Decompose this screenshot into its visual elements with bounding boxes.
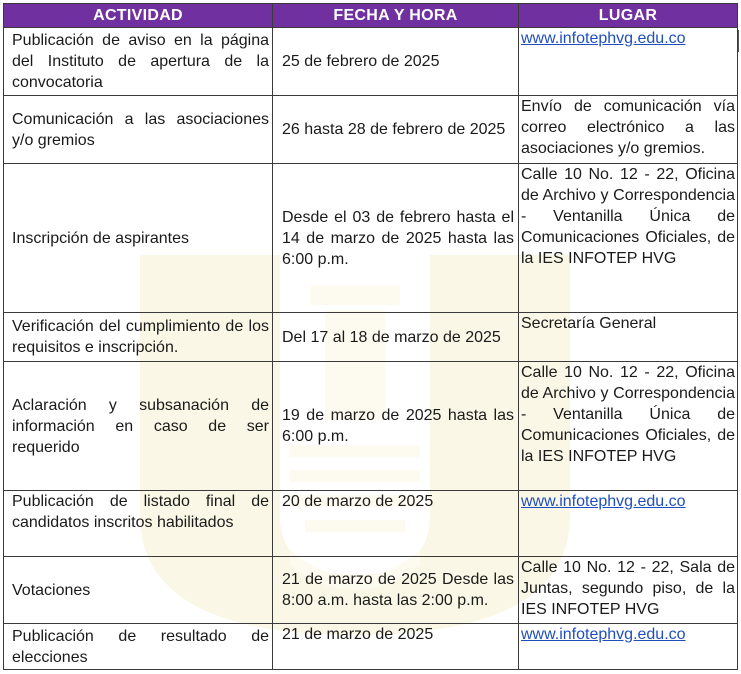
actividad-cell: Publicación de listado final de candidatos inscritos habilitados	[4, 491, 273, 557]
fecha-cell: 26 hasta 28 de febrero de 2025	[273, 96, 519, 164]
lugar-cell: Calle 10 No. 12 - 22, Sala de Juntas, segundo piso, de la IES INFOTEP HVG	[519, 557, 738, 624]
table-row	[4, 557, 738, 624]
table-row	[4, 362, 738, 491]
actividad-cell: Aclaración y subsanación de información en caso de ser requerido	[4, 362, 273, 491]
lugar-cell	[519, 28, 738, 96]
schedule-table	[3, 3, 738, 670]
header-lugar: LUGAR	[519, 4, 738, 28]
table-row	[4, 164, 738, 313]
table-row	[4, 491, 738, 557]
table-row	[4, 624, 738, 670]
actividad-cell: Verificación del cumplimiento de los requisitos e inscripción.	[4, 313, 273, 362]
table-row	[4, 313, 738, 362]
table-row	[4, 96, 738, 164]
fecha-cell: 21 de marzo de 2025 Desde las 8:00 a.m. hasta las 2:00 p.m.	[273, 557, 519, 624]
lugar-cell: Calle 10 No. 12 - 22, Oficina de Archivo y Correspondencia - Ventanilla Única de Comunicaciones Oficiales, de la IES INFOTEP HVG	[519, 164, 738, 313]
header-actividad: ACTIVIDAD	[4, 4, 273, 28]
fecha-cell: 21 de marzo de 2025	[273, 624, 519, 670]
lugar-link[interactable]: www.infotephvg.edu.co	[521, 30, 686, 47]
fecha-cell: 25 de febrero de 2025	[273, 28, 519, 96]
edge-marker	[738, 30, 739, 52]
lugar-link[interactable]: www.infotephvg.edu.co	[521, 626, 686, 643]
lugar-cell	[519, 491, 738, 557]
fecha-cell: 20 de marzo de 2025	[273, 491, 519, 557]
table-row	[4, 28, 738, 96]
fecha-cell: Del 17 al 18 de marzo de 2025	[273, 313, 519, 362]
actividad-cell: Votaciones	[4, 557, 273, 624]
fecha-cell: Desde el 03 de febrero hasta el 14 de marzo de 2025 hasta las 6:00 p.m.	[273, 164, 519, 313]
header-fecha: FECHA Y HORA	[273, 4, 519, 28]
actividad-cell: Inscripción de aspirantes	[4, 164, 273, 313]
fecha-cell: 19 de marzo de 2025 hasta las 6:00 p.m.	[273, 362, 519, 491]
actividad-cell: Publicación de aviso en la página del Instituto de apertura de la convocatoria	[4, 28, 273, 96]
lugar-cell: Secretaría General	[519, 313, 738, 362]
header-row	[4, 4, 738, 28]
lugar-link[interactable]: www.infotephvg.edu.co	[521, 493, 686, 510]
lugar-cell: Envío de comunicación vía correo electrónico a las asociaciones y/o gremios.	[519, 96, 738, 164]
lugar-cell: Calle 10 No. 12 - 22, Oficina de Archivo y Correspondencia - Ventanilla Única de Comunicaciones Oficiales, de la IES INFOTEP HVG	[519, 362, 738, 491]
actividad-cell: Comunicación a las asociaciones y/o gremios	[4, 96, 273, 164]
actividad-cell: Publicación de resultado de elecciones	[4, 624, 273, 670]
lugar-cell	[519, 624, 738, 670]
